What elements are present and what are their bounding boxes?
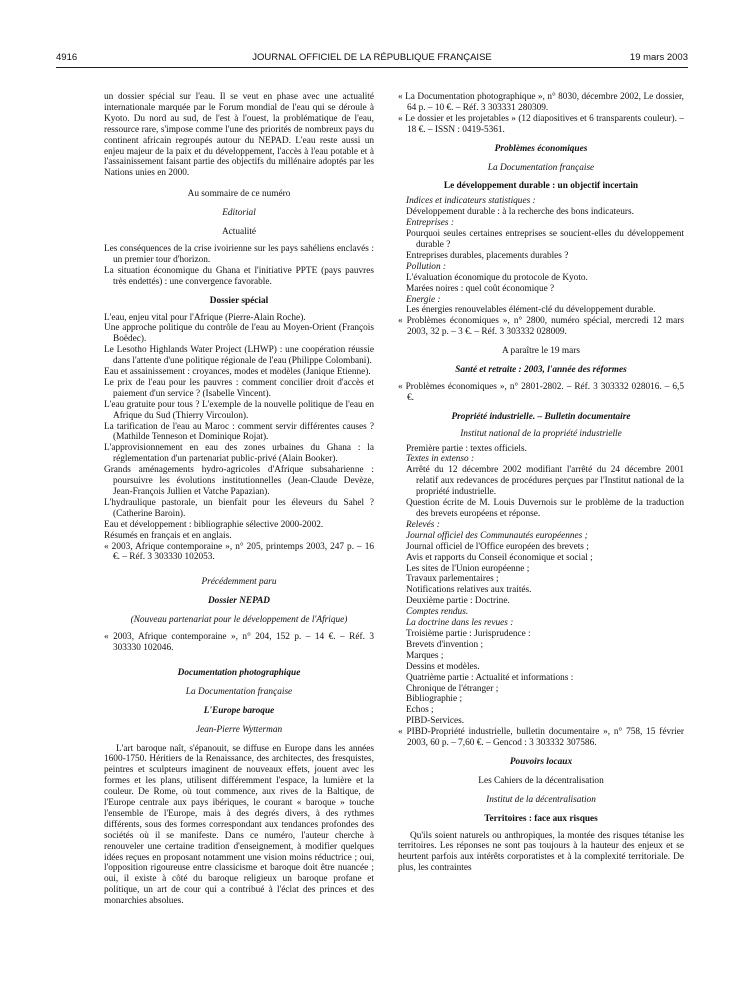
- toc-category: La doctrine dans les revues :: [406, 618, 514, 629]
- toc-item: L'évaluation économique du protocole de Kyoto.: [406, 272, 588, 283]
- dossier-item: Une approche politique du contrôle de l'eau au Moyen-Orient (François Boëdec).: [104, 323, 374, 345]
- aparaitre-heading: A paraître le 19 mars: [502, 346, 580, 357]
- reference-line: « Problèmes économiques », n° 2801-2802. – Réf. 3 303332 028016. – 6,5 €.: [398, 381, 684, 403]
- toc-category: Relevés :: [406, 519, 440, 530]
- publisher-line: La Documentation française: [185, 686, 293, 697]
- issue-date: 19 mars 2003: [629, 52, 688, 63]
- reference-line: « PIBD-Propriété industrielle, bulletin documentaire », n° 758, 15 février 2003, 60 p. – 7,60 €. – Gencod : 3 303332 307586.: [398, 727, 684, 749]
- docphoto-heading: Documentation photographique: [177, 667, 301, 678]
- toc-item: Troisième partie : Jurisprudence :: [406, 628, 531, 639]
- propind-toc: [398, 444, 684, 728]
- reference-line: « Le dossier et les projetables » (12 diapositives et 6 transparents couleur). – 18 €. – ISSN : 0419-5361.: [398, 113, 684, 135]
- propind-heading: Propriété industrielle. – Bulletin documentaire: [451, 411, 631, 422]
- toc-item: Question écrite de M. Louis Duvernois sur le problème de la traduction des brevets européens et réponse.: [406, 498, 684, 519]
- right-column: [398, 92, 684, 874]
- dossier-item: Le prix de l'eau pour les pauvres : comment concilier droit d'accès et paiement d'un service ? (Isabelle Vincent).: [104, 377, 374, 399]
- territoires-paragraph: Qu'ils soient naturels ou anthropiques, la montée des risques tétanise les territoires. Les réponses ne sont pas toujours à la hauteur des enjeux et se heurtent parfois aux intérêts corporatistes et à la complexité territoriale. De plus, les contraintes: [398, 830, 684, 874]
- page-number: 4916: [56, 52, 78, 63]
- prec-heading: Précédemment paru: [201, 577, 277, 588]
- publisher-line: La Documentation française: [487, 162, 595, 173]
- actualite-heading: Actualité: [221, 227, 257, 238]
- nepad-subtitle: (Nouveau partenariat pour le développement de l'Afrique): [130, 615, 348, 626]
- page-header: [56, 52, 688, 66]
- toc-item: Quatrième partie : Actualité et informations :: [406, 672, 574, 683]
- toc-item: Bibliographie ;: [406, 694, 463, 705]
- toc-item: Brevets d'invention ;: [406, 639, 484, 650]
- toc-item: Journal officiel de l'Office européen des brevets ;: [406, 541, 589, 552]
- dossier-item: Le Lesotho Highlands Water Project (LHWP) : une coopération réussie dans l'attente d'une politique régionale de l'eau (Philippe Colombani).: [104, 345, 374, 367]
- dossier-heading: Dossier spécial: [209, 295, 269, 306]
- toc-item: Travaux parlementaires ;: [406, 574, 499, 585]
- toc-item: Chronique de l'étranger ;: [406, 683, 499, 694]
- dossier-item: Eau et assainissement : croyances, modes et modèles (Janique Etienne).: [104, 367, 371, 378]
- sommaire-heading: Au sommaire de ce numéro: [187, 189, 291, 200]
- toc-category: Entreprises :: [406, 218, 454, 229]
- header-rule: [56, 67, 688, 68]
- toc-item: Avis et rapports du Conseil économique et social ;: [406, 552, 593, 563]
- reference-line: « 2003, Afrique contemporaine », n° 204, 152 p. – 14 €. – Réf. 3 303330 102046.: [104, 632, 374, 653]
- toc-item: Dessins et modèles.: [406, 661, 480, 672]
- editorial-heading: Editorial: [222, 208, 256, 219]
- toc-item: Deuxième partie : Doctrine.: [406, 596, 510, 607]
- baroque-paragraph: L'art baroque naît, s'épanouit, se diffuse en Europe dans les années 1600-1750. Héritiers de la Renaissance, des architectes, des fresquistes, peintres et sculpteurs imaginent de nouveaux effets, jouent avec les formes et les plans, utilisent différemment l'espace, la lumière et la couleur. De Rome, où tout commence, aux rives de la Baltique, de l'Europe centrale aux pays ibériques, le courant « baroque » touche l'ensemble de l'Europe, mais à des degrés divers, à des rythmes différents, sous des formes correspondant aux tendances profondes des sociétés où il se manifeste. Dans ce numéro, l'auteur cherche à renouveler une certaine tradition d'enseignement, à modifier quelques idées reçues en proposant notamment une vision moins réductrice ; oui, l'opposition rigoureuse entre classicisme et baroque doit être nuancée ; oui, il existe à côté du baroque religieux un baroque profane et politique, un art de cour qui a contribué à l'éclat des princes et des monarchies absolues.: [104, 743, 374, 907]
- actu-item: Les conséquences de la crise ivoirienne sur les pays sahéliens enclavés : un premier tour d'horizon.: [104, 243, 374, 265]
- toc-category: Energie :: [406, 294, 441, 305]
- cahiers-line: Les Cahiers de la décentralisation: [478, 775, 604, 786]
- dossier-item: L'hydraulique pastorale, un bienfait pour les éleveurs du Sahel ? (Catherine Baroin).: [104, 497, 374, 519]
- toc-category: Textes in extenso :: [406, 454, 475, 465]
- toc-item: Entreprises durables, placements durables ?: [406, 250, 569, 261]
- toc-item: Journal officiel des Communautés européennes ;: [406, 530, 588, 541]
- dossier-item: Résumés en français et en anglais.: [104, 530, 232, 541]
- toc-item: Notifications relatives aux traités.: [406, 585, 532, 596]
- dossier-item: L'eau gratuite pour tous ? L'exemple de la nouvelle politique de l'eau en Afrique du Sud (Thierry Vircoulon).: [104, 399, 374, 421]
- dossier-item: La tarification de l'eau au Maroc : comment servir différentes causes ? (Mathilde Tenneson et Dominique Rojat).: [104, 421, 374, 443]
- pouvoirs-heading: Pouvoirs locaux: [509, 756, 573, 767]
- toc-item: Première partie : textes officiels.: [406, 443, 527, 454]
- toc-item: Les sites de l'Union européenne ;: [406, 563, 530, 574]
- nepad-heading: Dossier NEPAD: [207, 596, 271, 607]
- baroque-heading: L'Europe baroque: [203, 705, 275, 716]
- inpi-line: Institut national de la propriété industrielle: [460, 428, 622, 439]
- left-column: [104, 92, 374, 907]
- toc-item: Echos ;: [406, 705, 434, 716]
- sante-heading: Santé et retraite : 2003, l'année des réformes: [455, 365, 627, 376]
- author-line: Jean-Pierre Wytterman: [195, 724, 283, 735]
- dossier-item: L'approvisionnement en eau des zones urbaines du Ghana : la réglementation d'un partenariat public-privé (Alain Booker).: [104, 443, 374, 465]
- toc-category: Pollution :: [406, 261, 447, 272]
- toc-item: Marées noires : quel coût économique ?: [406, 283, 555, 294]
- devdur-toc: [398, 196, 684, 316]
- toc-item: Les énergies renouvelables élément-clé du développement durable.: [406, 305, 656, 316]
- dossier-item: Grands aménagements hydro-agricoles d'Afrique subsaharienne : poursuivre les évolutions institutionnelles (Jean-Claude Devèze, Jean-François Jullien et Vatche Papazian).: [104, 465, 374, 497]
- territoires-heading: Territoires : face aux risques: [484, 813, 598, 824]
- intro-paragraph: un dossier spécial sur l'eau. Il se veut en phase avec une actualité internationale marquée par le Forum mondial de l'eau qui se déroule à Kyoto. Du nord au sud, de l'est à l'ouest, la problématique de l'eau, ressource rare, s'impose comme l'une des priorités de nombreux pays du continent africain regroupés autour du NEPAD. L'eau reste aussi un enjeu majeur de la paix et du développement, l'accès à l'eau potable et à l'assainissement faisant partie des objectifs du millénaire adoptés par les Nations unies en 2000.: [104, 92, 374, 179]
- probeco-heading: Problèmes économiques: [494, 143, 588, 154]
- journal-title: JOURNAL OFFICIEL DE LA RÉPUBLIQUE FRANÇAISE: [252, 52, 492, 63]
- reference-line: « La Documentation photographique », n° 8030, décembre 2002, Le dossier, 64 p. – 10 €. – Réf. 3 303331 280309.: [398, 92, 684, 113]
- reference-line: « 2003, Afrique contemporaine », n° 205, printemps 2003, 247 p. – 16 €. – Réf. 3 303330 102053.: [104, 541, 374, 563]
- toc-category: Indices et indicateurs statistiques :: [406, 196, 536, 207]
- reference-line: « Problèmes économiques », n° 2800, numéro spécial, mercredi 12 mars 2003, 32 p. – 3 €. – Réf. 3 303332 028009.: [398, 316, 684, 338]
- toc-category: Comptes rendus.: [406, 607, 469, 618]
- toc-item: Pourquoi seules certaines entreprises se soucient-elles du développement durable ?: [406, 229, 684, 250]
- toc-item: PIBD-Services.: [406, 716, 465, 727]
- toc-item: Développement durable : à la recherche des bons indicateurs.: [406, 207, 634, 218]
- devdur-heading: Le développement durable : un objectif incertain: [443, 181, 639, 192]
- dossier-item: L'eau, enjeu vital pour l'Afrique (Pierre-Alain Roche).: [104, 312, 306, 323]
- dossier-item: Eau et développement : bibliographie sélective 2000-2002.: [104, 519, 324, 530]
- toc-item: Arrêté du 12 décembre 2002 modifiant l'arrêté du 24 décembre 2001 relatif aux redevances de procédures perçues par l'Institut national de la propriété industrielle.: [406, 465, 684, 498]
- institut-line: Institut de la décentralisation: [486, 794, 596, 805]
- toc-item: Marques ;: [406, 650, 444, 661]
- actu-item: La situation économique du Ghana et l'initiative PPTE (pays pauvres très endettés) : une convergence favorable.: [104, 265, 374, 287]
